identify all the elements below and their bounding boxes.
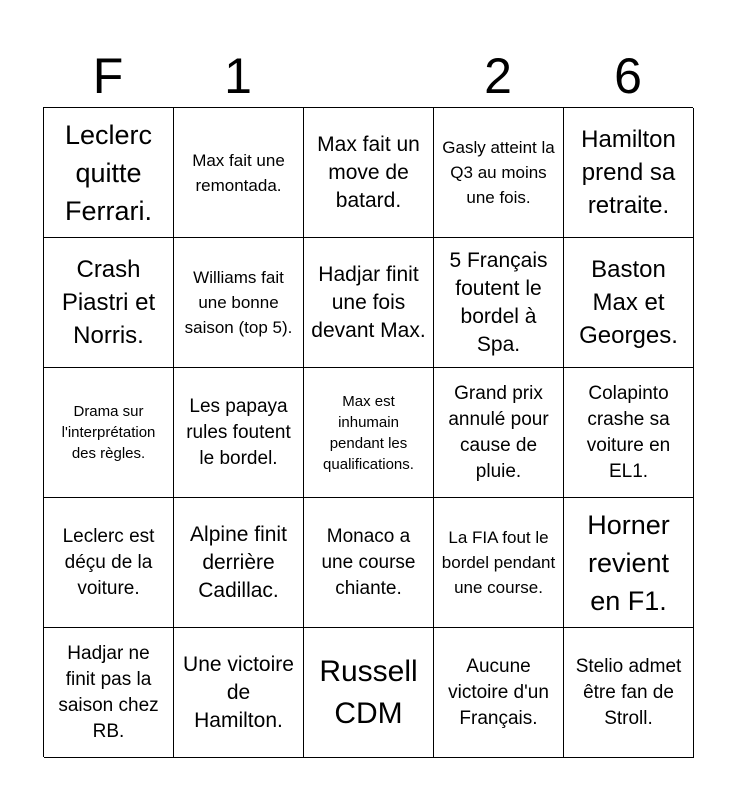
bingo-cell[interactable]	[44, 498, 174, 628]
bingo-cell[interactable]	[174, 368, 304, 498]
header-letter-5: 6	[614, 48, 642, 104]
cell-text: Williams fait une bonne saison (top 5).	[184, 268, 293, 337]
bingo-cell[interactable]	[174, 498, 304, 628]
bingo-cell[interactable]	[304, 108, 434, 238]
cell-text: Max est inhumain pendant les qualifications.	[323, 392, 414, 473]
cell-text: Une victoire de Hamilton.	[183, 652, 294, 732]
cell-text: Max fait une remontada.	[192, 150, 285, 195]
cell-text: Grand prix annulé pour cause de pluie.	[448, 382, 549, 482]
cell-text: Baston Max et Georges.	[579, 256, 678, 349]
cell-text: Russell CDM	[319, 654, 418, 730]
bingo-cell[interactable]	[304, 368, 434, 498]
header-letter-4: 2	[484, 48, 512, 104]
cell-text: Crash Piastri et Norris.	[61, 256, 156, 349]
bingo-cell[interactable]	[304, 238, 434, 368]
bingo-cell[interactable]	[44, 628, 174, 758]
bingo-header	[43, 44, 693, 108]
cell-text: Gasly atteint la Q3 au moins une fois.	[442, 138, 555, 207]
cell-text: Max fait un move de batard.	[317, 132, 420, 212]
cell-text: Alpine finit derrière Cadillac.	[190, 522, 287, 602]
bingo-cell[interactable]	[564, 368, 694, 498]
cell-text: Hadjar finit une fois devant Max.	[311, 262, 426, 342]
cell-text: Horner revient en F1.	[587, 509, 670, 616]
bingo-cell[interactable]	[564, 498, 694, 628]
cell-text: Hamilton prend sa retraite.	[581, 126, 676, 219]
bingo-cell[interactable]	[174, 628, 304, 758]
bingo-cell[interactable]	[434, 108, 564, 238]
cell-text: Leclerc quitte Ferrari.	[64, 119, 153, 226]
cell-text: Hadjar ne finit pas la saison chez RB.	[58, 642, 159, 742]
bingo-cell[interactable]	[44, 108, 174, 238]
bingo-cell[interactable]	[434, 238, 564, 368]
bingo-cell[interactable]	[434, 498, 564, 628]
cell-text: Leclerc est déçu de la voiture.	[62, 525, 155, 599]
bingo-grid	[43, 107, 693, 757]
cell-text: Les papaya rules foutent le bordel.	[186, 395, 291, 469]
bingo-cell[interactable]	[174, 238, 304, 368]
bingo-cell[interactable]	[434, 628, 564, 758]
cell-text: Aucune victoire d'un Français.	[448, 655, 549, 729]
cell-text: 5 Français foutent le bordel à Spa.	[449, 248, 548, 356]
bingo-cell[interactable]	[44, 238, 174, 368]
bingo-cell[interactable]	[304, 498, 434, 628]
bingo-cell[interactable]	[434, 368, 564, 498]
bingo-cell[interactable]	[564, 108, 694, 238]
header-letter-2: 1	[224, 48, 252, 104]
cell-text: Monaco a une course chiante.	[321, 525, 416, 599]
bingo-cell[interactable]	[174, 108, 304, 238]
bingo-cell[interactable]	[564, 238, 694, 368]
cell-text: Colapinto crashe sa voiture en EL1.	[586, 382, 671, 482]
header-letter-1: F	[92, 48, 124, 104]
bingo-cell[interactable]	[44, 368, 174, 498]
bingo-cell[interactable]	[564, 628, 694, 758]
cell-text: Stelio admet être fan de Stroll.	[575, 655, 682, 729]
cell-text: La FIA fout le bordel pendant une course.	[441, 528, 556, 597]
bingo-cell[interactable]	[304, 628, 434, 758]
cell-text: Drama sur l'interprétation des règles.	[61, 403, 156, 462]
